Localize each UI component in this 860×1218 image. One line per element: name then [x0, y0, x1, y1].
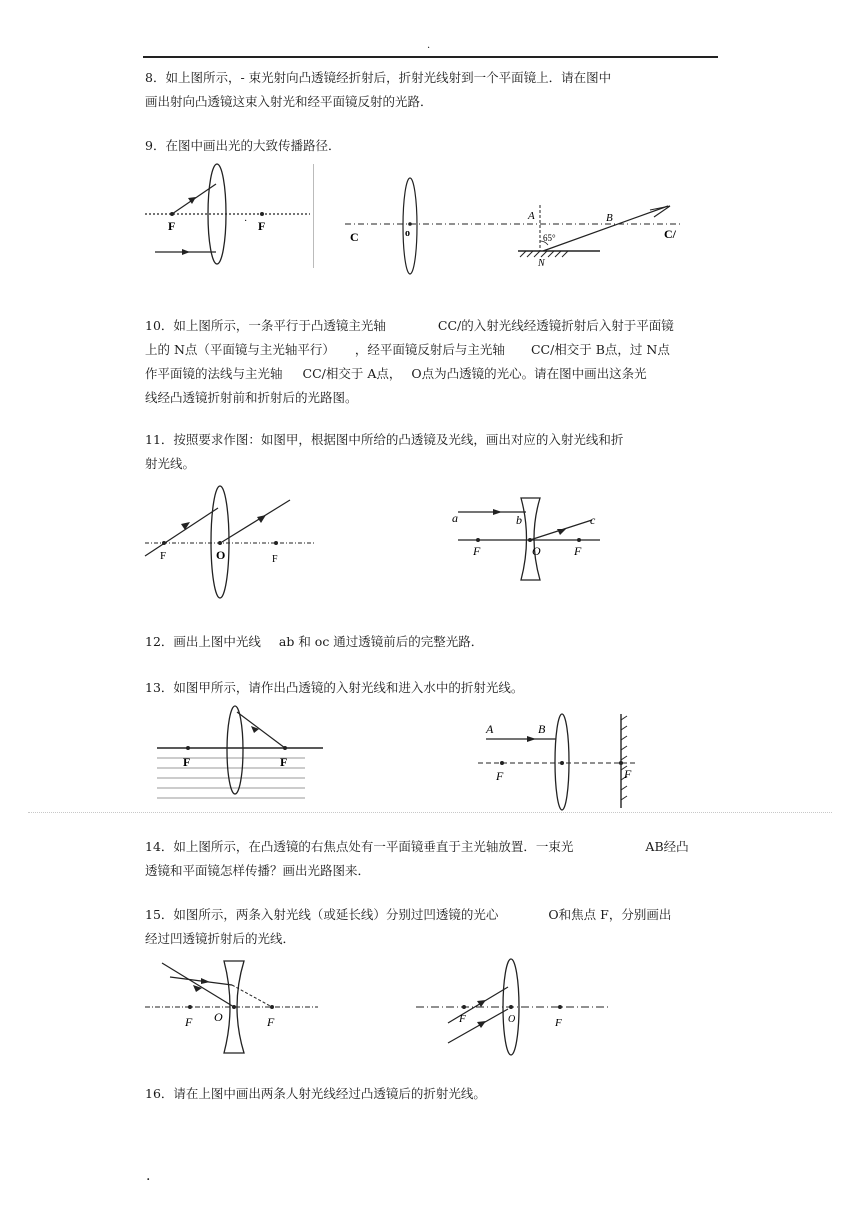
convex-lens [227, 706, 243, 794]
focus-left-dot [186, 746, 190, 750]
question-13 [145, 676, 523, 700]
question-9-line-1: 9．在图中画出光的大致传播路径． [145, 138, 341, 153]
label-focus-left: F [183, 755, 191, 769]
question-12 [145, 630, 483, 654]
question-9 [145, 134, 340, 158]
label-focus-left: F [459, 1013, 466, 1025]
label-focus-right: F [624, 767, 632, 781]
figure-separator [313, 164, 314, 268]
label-b: B [538, 722, 546, 736]
ray-lower [448, 1009, 508, 1043]
question-14-line-2: 透镜和平面镜怎样传播？画出光路图来． [145, 863, 371, 878]
label-c: c [590, 513, 596, 527]
label-angle: 65° [543, 233, 556, 243]
label-c-prime: C/ [664, 227, 676, 241]
question-15 [145, 903, 671, 951]
focus-right-dot [619, 761, 623, 765]
label-focus-left: F [185, 1015, 193, 1029]
label-c: C [350, 230, 359, 244]
refracted-ray [237, 712, 285, 748]
ray-toward-focus-arrow [201, 978, 210, 984]
label-a: a [452, 511, 458, 525]
focus-right-dot [260, 212, 264, 216]
question-10-line-4: 线经凸透镜折射前和折射后的光路图。 [145, 390, 358, 405]
figure-11a [140, 482, 320, 602]
ray-right [222, 500, 290, 542]
focus-left-dot [170, 212, 174, 216]
label-focus-left: F [473, 544, 481, 558]
label-focus-right: F [555, 1017, 562, 1029]
question-8 [145, 66, 611, 114]
ray-a-arrow [493, 509, 502, 515]
label-b: b [516, 513, 522, 527]
question-10-line-3: 作平面镜的法线与主光轴 CC/相交于 A点， O点为凸透镜的光心。请在图中画出这条光 [145, 366, 647, 381]
ray-lower-arrow [477, 1021, 486, 1028]
focus-left-dot [500, 761, 504, 765]
header-mark: . [427, 40, 431, 51]
page-break-line [28, 812, 832, 813]
label-focus-right: F [574, 544, 582, 558]
ray-right-arrow [257, 515, 266, 523]
ray-ab-arrow [527, 736, 536, 742]
question-8-line-1: 8．如上图所示，- 束光射向凸透镜经折射后，折射光线射到一个平面镜上．请在图中 [145, 70, 612, 85]
optical-center-dot [408, 222, 412, 226]
optical-center-dot [509, 1005, 513, 1009]
label-o: o [405, 228, 410, 239]
focus-left-dot [162, 541, 166, 545]
label-focus-right: F [272, 554, 278, 565]
focus-right-dot [577, 538, 581, 542]
focus-left-dot [476, 538, 480, 542]
footer-mark: . [146, 1168, 151, 1184]
question-16 [145, 1082, 486, 1106]
label-focus-right: F [267, 1015, 275, 1029]
figure-15a [140, 955, 325, 1060]
question-16-line-1: 16．请在上图中画出两条人射光线经过凸透镜后的折射光线。 [145, 1086, 486, 1101]
ray-upper-arrow [477, 1000, 486, 1007]
question-15-line-1: 15．如图所示，两条入射光线（或延长线）分别过凹透镜的光心 O和焦点 F，分别画出 [145, 907, 672, 922]
focus-left-dot [462, 1005, 466, 1009]
label-optical-center: O [508, 1014, 516, 1025]
label-focus-left: F [160, 550, 167, 562]
ray-left-arrow [181, 522, 190, 530]
minor-mark: · [244, 216, 248, 227]
question-15-line-2: 经过凹透镜折射后的光线． [145, 931, 296, 946]
focus-right-dot [283, 746, 287, 750]
figure-13 [155, 704, 325, 804]
question-11 [145, 428, 623, 476]
label-n: N [538, 258, 545, 269]
question-14-line-1: 14．如上图所示，在凸透镜的右焦点处有一平面镜垂直于主光轴放置．一束光 AB经凸 [145, 839, 689, 854]
question-10 [145, 314, 674, 410]
label-optical-center: O [532, 544, 541, 558]
ray-c-arrow [557, 529, 566, 535]
label-b: B [606, 212, 613, 224]
figure-9a [140, 160, 320, 270]
focus-left-dot [188, 1005, 192, 1009]
question-13-line-1: 13．如图甲所示，请作出凸透镜的入射光线和进入水中的折射光线。 [145, 680, 524, 695]
label-focus-right: F [280, 755, 288, 769]
optical-center-dot [232, 1005, 236, 1009]
label-a: A [486, 722, 494, 736]
question-11-line-1: 11．按照要求作图：如图甲，根据图中所给的凸透镜及光线，画出对应的入射光线和折 [145, 432, 624, 447]
label-focus-left: F [496, 769, 504, 783]
arrow-lower [182, 249, 190, 255]
focus-right-label: F [258, 219, 266, 233]
convex-lens [403, 178, 417, 274]
ray-through-center [162, 963, 234, 1007]
figure-15b [414, 955, 614, 1060]
focus-right-dot [274, 541, 278, 545]
label-optical-center: O [216, 548, 226, 562]
question-10-line-1: 10．如上图所示，一条平行于凸透镜主光轴 CC/的入射光线经透镜折射后入射于平面镜 [145, 318, 674, 333]
label-optical-center: O [214, 1010, 223, 1024]
optical-center-dot [560, 761, 564, 765]
ray-left [145, 508, 218, 556]
focus-right-dot [270, 1005, 274, 1009]
figure-14 [476, 710, 646, 812]
label-a: A [528, 210, 535, 222]
question-10-line-2: 上的 N点（平面镜与主光轴平行） ，经平面镜反射后与主光轴 CC/相交于 B点，过 N点 [145, 342, 670, 357]
ray-upper [448, 987, 508, 1023]
mirror-hatching [520, 251, 568, 257]
mirror-hatching [621, 716, 627, 800]
question-11-line-2: 射光线。 [145, 456, 196, 471]
figure-11b [448, 492, 608, 587]
question-14 [145, 835, 689, 883]
optical-center-dot [528, 538, 532, 542]
focus-right-dot [558, 1005, 562, 1009]
optical-center-dot [218, 541, 222, 545]
focus-left-label: F [168, 219, 176, 233]
figure-9b [340, 175, 690, 275]
header-rule [143, 56, 718, 58]
question-8-line-2: 画出射向凸透镜这束入射光和经平面镜反射的光路． [145, 94, 433, 109]
question-12-line-1: 12．画出上图中光线 ab 和 oc 通过透镜前后的完整光路． [145, 634, 484, 649]
